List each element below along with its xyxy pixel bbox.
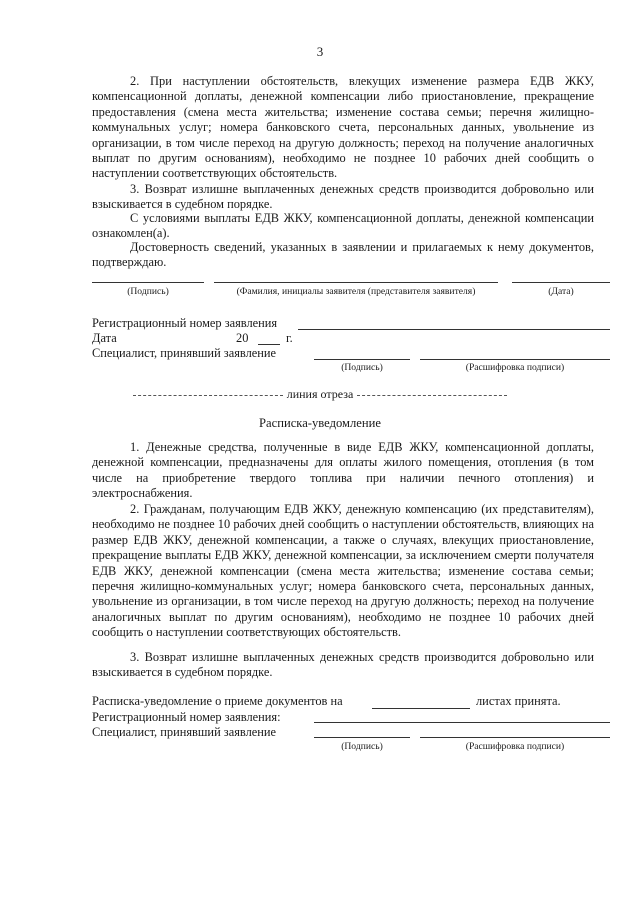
receipt-signature-caption: (Подпись) xyxy=(341,741,383,752)
accepted-prefix: Расписка-уведомление о приеме документов на xyxy=(92,694,343,708)
date-caption: (Дата) xyxy=(548,286,574,297)
sheet-count-field[interactable] xyxy=(372,708,470,709)
date-label: Дата xyxy=(92,331,117,345)
date-year-suffix: г. xyxy=(286,331,293,345)
receipt-specialist-label: Специалист, принявший заявление xyxy=(92,725,277,739)
name-caption: (Фамилия, инициалы заявителя (представителя заявителя) xyxy=(236,286,476,297)
date-line xyxy=(512,282,610,283)
paragraph-3: 3. Возврат излишне выплаченных денежных средств производится добровольно или взыскивается в судебном порядке. xyxy=(92,182,594,212)
signature-line xyxy=(92,282,204,283)
cut-dash-left xyxy=(133,395,283,396)
receipt-decoding-caption: (Расшифровка подписи) xyxy=(465,741,565,752)
signature-caption: (Подпись) xyxy=(127,286,169,297)
receipt-reg-number-field[interactable] xyxy=(314,722,610,723)
specialist-decoding-field[interactable] xyxy=(420,359,610,360)
name-line xyxy=(214,282,498,283)
paragraph-confirmation: Достоверность сведений, указанных в заявлении и прилагаемых к нему документов, подтверждаю. xyxy=(92,240,594,270)
reg-number-label: Регистрационный номер заявления xyxy=(92,316,278,330)
specialist-label: Специалист, принявший заявление xyxy=(92,346,277,360)
receipt-title: Расписка-уведомление xyxy=(259,416,381,430)
paragraph-2: 2. При наступлении обстоятельств, влекущих изменение размера ЕДВ ЖКУ, компенсационной доплаты, денежной компенсации либо приостановление, прекращение предоставления (смена места жительства; изменение состава семьи; перечня жилищно-коммунальных услуг; номера банковского счета, персональных данных, увольнение из организации, в том числе переход на другую должность; переход на получение аналогичных выплат по другим основаниям), необходимо не позднее 10 рабочих дней сообщить о наступлении соответствующих обстоятельств. xyxy=(92,74,594,181)
specialist-signature-caption: (Подпись) xyxy=(341,362,383,373)
cut-line xyxy=(0,387,640,402)
receipt-paragraph-2: 2. Гражданам, получающим ЕДВ ЖКУ, денежную компенсацию (их представителям), необходимо не позднее 10 рабочих дней сообщить о наступлении обстоятельств, влияющих на размер ЕДВ ЖКУ, денежной компенсации, а также о случаях, влекущих приостановление, прекращение выплаты ЕДВ ЖКУ, денежной компенсации, за исключением смерти получателя ЕДВ ЖКУ, денежной компенсации (смена места жительства; изменение состава семьи; перечня жилищно-коммунальных услуг; номера банковского счета, персональных данных, увольнение из организации, в том числе переход на другую должность; переход на получение аналогичных выплат по другим основаниям), необходимо не позднее 10 рабочих дней сообщить о наступлении соответствующих обстоятельств. xyxy=(92,502,594,640)
receipt-paragraph-3: 3. Возврат излишне выплаченных денежных средств производится добровольно или взыскивается в судебном порядке. xyxy=(92,650,594,680)
receipt-decoding-field[interactable] xyxy=(420,737,610,738)
paragraph-acquainted: С условиями выплаты ЕДВ ЖКУ, компенсационной доплаты, денежной компенсации ознакомлен(а). xyxy=(92,211,594,241)
receipt-reg-number-label: Регистрационный номер заявления: xyxy=(92,710,281,724)
reg-number-field[interactable] xyxy=(298,329,610,330)
accepted-suffix: листах принята. xyxy=(476,694,561,708)
page-number: 3 xyxy=(316,44,324,59)
specialist-signature-field[interactable] xyxy=(314,359,410,360)
specialist-decoding-caption: (Расшифровка подписи) xyxy=(465,362,565,373)
receipt-paragraph-1: 1. Денежные средства, полученные в виде ЕДВ ЖКУ, компенсационной доплаты, денежной компенсации, предназначены для оплаты жилого помещения, отопления (в том числе на приобретение твердого топлива при наличии печного отопления) и электроснабжения. xyxy=(92,440,594,501)
date-year-field[interactable] xyxy=(258,344,280,345)
receipt-signature-field[interactable] xyxy=(314,737,410,738)
date-year-prefix: 20 xyxy=(236,331,249,345)
cut-line-label: линия отреза xyxy=(286,387,354,401)
cut-dash-right xyxy=(357,395,507,396)
